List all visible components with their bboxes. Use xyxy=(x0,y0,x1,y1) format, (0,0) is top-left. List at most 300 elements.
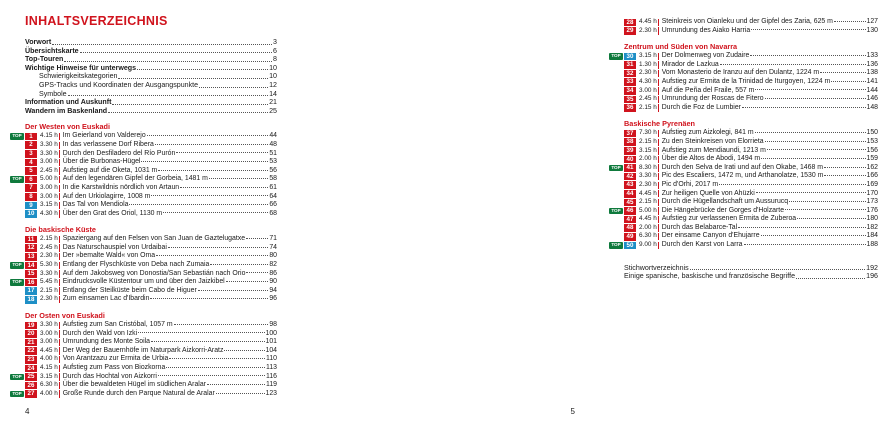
tour-entry[interactable] xyxy=(624,190,878,199)
tour-title: Aufstieg zum Mendiaundi, 1213 m xyxy=(661,146,766,154)
toc-entry[interactable] xyxy=(25,64,277,73)
tour-title: Spaziergang auf den Felsen von San Juan de Gaztelugatxe xyxy=(62,235,246,243)
tour-number-badge: 1 xyxy=(25,133,37,141)
separator-bar xyxy=(658,242,659,249)
dot-leader xyxy=(765,98,866,99)
toc-entry-page: 192 xyxy=(866,263,878,272)
tour-number-badge: 6 xyxy=(25,176,37,184)
tour-title: Der »bemalte Wald« von Oma xyxy=(62,252,156,260)
separator-bar xyxy=(59,279,60,286)
tour-page: 58 xyxy=(269,175,277,183)
separator-bar xyxy=(59,322,60,329)
tour-duration: 2.30 h xyxy=(40,295,58,303)
tour-title: Aufstieg zum Pass von Biozkorna xyxy=(62,364,166,371)
tour-duration: 3.30 h xyxy=(639,172,657,180)
tour-entry[interactable] xyxy=(25,252,277,261)
tour-entry[interactable] xyxy=(12,175,277,184)
top-badge: TOP xyxy=(10,262,24,269)
tour-number-badge: 42 xyxy=(624,173,636,181)
toc-entry-page: 25 xyxy=(269,106,277,115)
tour-duration: 4.45 h xyxy=(639,189,657,197)
dot-leader xyxy=(216,393,265,394)
separator-bar xyxy=(658,19,659,26)
separator-bar xyxy=(658,147,659,154)
tour-entry[interactable] xyxy=(624,215,878,224)
tour-duration: 9.00 h xyxy=(639,241,657,249)
tour-title: Im Geierland von Valderejo xyxy=(62,132,146,140)
tour-duration: 4.45 h xyxy=(639,215,657,223)
tour-page: 138 xyxy=(866,69,878,77)
tour-entry[interactable] xyxy=(624,224,878,233)
tour-duration: 3.00 h xyxy=(40,158,58,166)
separator-bar xyxy=(658,190,659,197)
toc-entry[interactable] xyxy=(25,81,277,90)
dot-leader xyxy=(137,69,268,70)
dot-leader xyxy=(199,87,268,88)
tour-duration: 2.45 h xyxy=(40,166,58,174)
dot-leader xyxy=(112,104,268,105)
dot-leader xyxy=(785,209,865,210)
toc-entry[interactable] xyxy=(25,55,277,64)
tour-title: Durch die Hügellandschaft um Aussurucq xyxy=(661,198,789,206)
tour-page: 101 xyxy=(265,338,277,346)
toc-entry-title: Symbole xyxy=(39,89,67,98)
tour-number-badge: 32 xyxy=(624,70,636,78)
tour-number-badge: 33 xyxy=(624,78,636,86)
tour-duration: 6.30 h xyxy=(639,232,657,240)
tour-page: 169 xyxy=(866,180,878,188)
dot-leader xyxy=(150,298,268,299)
separator-bar xyxy=(59,253,60,260)
tour-entry[interactable] xyxy=(624,104,878,113)
dot-leader xyxy=(198,290,269,291)
dot-leader xyxy=(831,81,865,82)
tour-page: 119 xyxy=(266,381,277,389)
tour-entry[interactable] xyxy=(12,261,277,270)
tour-title: Große Runde durch den Parque Natural de Aralar xyxy=(62,389,215,397)
tour-duration: 2.15 h xyxy=(639,137,657,145)
separator-bar xyxy=(59,236,60,243)
toc-entry-page: 8 xyxy=(273,55,277,64)
tour-page: 82 xyxy=(269,261,277,269)
toc-entry[interactable] xyxy=(25,98,277,107)
separator-bar xyxy=(658,156,659,163)
tour-page: 68 xyxy=(269,209,277,217)
section-heading: Baskische Pyrenäen xyxy=(624,119,695,129)
tour-number-badge: 15 xyxy=(25,270,37,278)
tour-number-badge: 18 xyxy=(25,296,37,304)
dot-leader xyxy=(767,149,866,150)
dot-leader xyxy=(210,264,268,265)
front-matter-list xyxy=(25,38,277,115)
tour-number-badge: 20 xyxy=(25,330,37,338)
tour-entry[interactable] xyxy=(25,141,277,150)
tour-page: 74 xyxy=(269,243,277,251)
separator-bar xyxy=(59,356,60,363)
tour-entry[interactable] xyxy=(624,95,878,104)
separator-bar xyxy=(59,193,60,200)
tour-number-badge: 23 xyxy=(25,356,37,364)
dot-leader xyxy=(761,158,865,159)
dot-leader xyxy=(151,341,264,342)
tour-duration: 2.15 h xyxy=(40,235,58,243)
tour-page: 153 xyxy=(866,137,878,145)
tour-entry[interactable] xyxy=(611,206,878,216)
toc-entry-page: 12 xyxy=(269,80,277,89)
tour-entry[interactable] xyxy=(624,129,878,138)
tour-entry[interactable] xyxy=(25,381,277,390)
top-badge: TOP xyxy=(10,133,24,140)
toc-entry-title: Schwierigkeitskategorien xyxy=(39,72,118,81)
toc-entry[interactable] xyxy=(25,107,277,116)
tour-page: 94 xyxy=(269,286,277,294)
tour-entry[interactable] xyxy=(611,241,878,250)
dot-leader xyxy=(765,141,866,142)
separator-bar xyxy=(658,61,659,68)
tour-page: 53 xyxy=(269,158,277,166)
dot-leader xyxy=(209,178,268,179)
tour-page: 80 xyxy=(269,252,277,260)
toc-entry-title: Top-Touren xyxy=(25,55,64,64)
dot-leader xyxy=(796,278,865,279)
tour-page: 150 xyxy=(866,129,878,137)
tour-page: 170 xyxy=(866,189,878,197)
tour-page: 188 xyxy=(866,241,878,249)
tour-title: Aufstieg zur verlassenen Ermita de Zuberoa xyxy=(661,215,797,223)
dot-leader xyxy=(755,89,865,90)
tour-entry[interactable] xyxy=(25,321,277,330)
separator-bar xyxy=(59,210,60,217)
tour-title: Zum einsamen Lac d'Ibardin xyxy=(62,295,150,303)
tour-duration: 3.00 h xyxy=(40,329,58,337)
tour-page: 110 xyxy=(266,355,277,363)
separator-bar xyxy=(59,159,60,166)
tour-title: Vom Monasterio de Iranzu auf den Dulantz, 1224 m xyxy=(661,69,820,77)
tour-duration: 2.00 h xyxy=(639,223,657,231)
tour-duration: 4.30 h xyxy=(40,209,58,217)
tour-entry[interactable] xyxy=(25,184,277,193)
section-heading: Zentrum und Süden von Navarra xyxy=(624,42,738,52)
tour-page: 182 xyxy=(866,223,878,231)
tour-number-badge: 9 xyxy=(25,202,37,210)
tour-entry[interactable] xyxy=(25,330,277,339)
tour-entry[interactable] xyxy=(624,87,878,96)
tour-entry[interactable] xyxy=(624,155,878,164)
tour-title: Durch das Hochtal von Aizkorri xyxy=(62,372,157,380)
dot-leader xyxy=(750,55,865,56)
dot-leader xyxy=(141,161,268,162)
toc-entry[interactable] xyxy=(25,38,277,47)
tour-page: 71 xyxy=(269,235,277,243)
right-page xyxy=(300,0,878,428)
back-matter-list xyxy=(624,264,878,281)
tour-number-badge: 3 xyxy=(25,150,37,158)
tour-number-badge: 22 xyxy=(25,347,37,355)
tour-page: 166 xyxy=(866,172,878,180)
separator-bar xyxy=(59,202,60,209)
toc-entry-page: 6 xyxy=(273,46,277,55)
tour-page: 148 xyxy=(866,103,878,111)
tour-duration: 4.30 h xyxy=(639,77,657,85)
tour-entry[interactable] xyxy=(25,193,277,202)
tour-title: Über den Grat des Oriol, 1130 m xyxy=(62,209,163,217)
tour-duration: 3.30 h xyxy=(40,269,58,277)
dot-leader xyxy=(824,175,865,176)
tour-entry[interactable] xyxy=(12,372,277,382)
dot-leader xyxy=(118,78,268,79)
right-intro-tours xyxy=(624,18,878,35)
tour-number-badge: 37 xyxy=(624,130,636,138)
tour-entry[interactable] xyxy=(25,235,277,244)
tour-page: 180 xyxy=(866,215,878,223)
dot-leader xyxy=(151,195,268,196)
tour-title: Eindrucksvolle Küstentour um und über den Jaizkibel xyxy=(62,278,225,286)
separator-bar xyxy=(658,216,659,223)
tour-entry[interactable] xyxy=(12,389,277,399)
tour-title: Über die Altos de Abodi, 1494 m xyxy=(661,155,761,163)
separator-bar xyxy=(658,233,659,240)
tour-title: In die Karstwildnis nördlich von Artaun xyxy=(62,183,180,191)
toc-entry[interactable] xyxy=(25,90,277,99)
tour-entry[interactable] xyxy=(12,278,277,287)
tour-number-badge: 41 xyxy=(624,164,636,172)
dot-leader xyxy=(719,184,865,185)
dot-leader xyxy=(789,201,865,202)
tour-title: Das Naturschauspiel von Urdaibai xyxy=(62,243,167,251)
dot-leader xyxy=(761,235,866,236)
tour-title: Zu den Steinkreisen von Elorrieta xyxy=(661,137,764,145)
tour-title: Aufstieg zum Aizkolegi, 841 m xyxy=(661,129,754,137)
toc-entry[interactable] xyxy=(624,272,878,281)
dot-leader xyxy=(744,244,866,245)
tour-number-badge: 28 xyxy=(624,19,636,27)
separator-bar xyxy=(59,390,60,397)
toc-left-column xyxy=(12,38,277,398)
tour-entry[interactable] xyxy=(624,18,878,27)
section-heading: Der Westen von Euskadi xyxy=(25,122,111,132)
tour-title: Umrundung des Monte Soila xyxy=(62,338,151,346)
tour-title: Der Weg der Bauernhöfe im Naturpark Aizkorri-Aratz xyxy=(62,346,224,354)
tour-entry[interactable] xyxy=(611,163,878,173)
tour-title: Steinkreis von Oianleku und der Gipfel des Zaria, 625 m xyxy=(661,18,833,25)
tour-entry[interactable] xyxy=(25,287,277,296)
page-number-left: 4 xyxy=(25,407,30,416)
tour-entry[interactable] xyxy=(25,158,277,167)
tour-number-badge: 19 xyxy=(25,322,37,330)
tour-number-badge: 7 xyxy=(25,184,37,192)
dot-leader xyxy=(168,247,268,248)
tour-entry[interactable] xyxy=(624,198,878,207)
dot-leader xyxy=(246,272,268,273)
tour-number-badge: 26 xyxy=(25,382,37,390)
tour-page: 56 xyxy=(269,166,277,174)
tour-entry[interactable] xyxy=(25,364,277,373)
tour-page: 141 xyxy=(866,77,878,85)
dot-leader xyxy=(108,112,268,113)
tour-duration: 5.45 h xyxy=(40,278,58,286)
tour-title: Auf dem Jakobsweg von Donostia/San Sebastián nach Orio xyxy=(62,269,246,277)
tour-title: Auf den Urkiolagirre, 1008 m xyxy=(62,192,151,200)
separator-bar xyxy=(658,207,659,214)
tour-entry[interactable] xyxy=(624,61,878,70)
tour-title: Umrundung des Aiako Harria xyxy=(661,26,751,34)
tour-duration: 1.30 h xyxy=(639,60,657,68)
tour-title: Pic d'Orhi, 2017 m xyxy=(661,180,719,188)
tour-title: Über die bewaldeten Hügel im südlichen Aralar xyxy=(62,381,206,389)
tour-entry[interactable] xyxy=(624,78,878,87)
tour-duration: 5.00 h xyxy=(639,206,657,214)
tour-entry[interactable] xyxy=(25,347,277,356)
tour-title: Durch den Wald von Izki xyxy=(62,329,138,337)
separator-bar xyxy=(658,173,659,180)
tour-page: 44 xyxy=(269,132,277,140)
separator-bar xyxy=(658,130,659,137)
tour-entry[interactable] xyxy=(25,355,277,364)
toc-entry[interactable] xyxy=(25,47,277,56)
tour-number-badge: 47 xyxy=(624,216,636,224)
tour-page: 104 xyxy=(265,346,277,354)
separator-bar xyxy=(59,296,60,303)
tour-number-badge: 14 xyxy=(25,262,37,270)
tour-number-badge: 35 xyxy=(624,96,636,104)
tour-entry[interactable] xyxy=(25,201,277,210)
tour-title: Auf die Peña del Fraile, 557 m xyxy=(661,86,755,94)
tour-page: 123 xyxy=(265,389,277,397)
separator-bar xyxy=(59,150,60,157)
separator-bar xyxy=(59,270,60,277)
tour-entry[interactable] xyxy=(624,138,878,147)
separator-bar xyxy=(658,182,659,189)
tour-duration: 4.00 h xyxy=(40,355,58,363)
tour-entry[interactable] xyxy=(25,210,277,219)
toc-entry-page: 3 xyxy=(273,38,277,46)
right-sections xyxy=(611,42,878,249)
toc-entry-page: 10 xyxy=(269,63,277,72)
tour-entry[interactable] xyxy=(25,338,277,347)
tour-page: 159 xyxy=(866,155,878,163)
toc-entry[interactable] xyxy=(25,72,277,81)
tour-duration: 3.00 h xyxy=(40,192,58,200)
tour-duration: 2.30 h xyxy=(639,26,657,34)
tour-entry[interactable] xyxy=(12,132,277,141)
dot-leader xyxy=(690,269,866,270)
dot-leader xyxy=(166,367,265,368)
toc-entry[interactable] xyxy=(624,264,878,273)
separator-bar xyxy=(59,185,60,192)
tour-title: Durch den Desfiladero del Río Purón xyxy=(62,149,176,157)
tour-entry[interactable] xyxy=(624,172,878,181)
tour-entry[interactable] xyxy=(25,270,277,279)
dot-leader xyxy=(174,324,269,325)
tour-number-badge: 16 xyxy=(25,279,37,287)
tour-page: 51 xyxy=(269,149,277,157)
separator-bar xyxy=(658,199,659,206)
tour-entry[interactable] xyxy=(624,69,878,78)
tour-duration: 2.15 h xyxy=(639,103,657,111)
dot-leader xyxy=(720,64,866,65)
toc-entry-title: Wandern im Baskenland xyxy=(25,106,108,115)
tour-title: Durch das Belabarce-Tal xyxy=(661,223,738,231)
tour-title: Zur heiligen Quelle von Ahüzki xyxy=(661,189,755,197)
tour-page: 61 xyxy=(269,183,277,191)
tour-entry[interactable] xyxy=(25,167,277,176)
tour-page: 176 xyxy=(866,206,878,214)
separator-bar xyxy=(658,27,659,34)
dot-leader xyxy=(755,132,866,133)
tour-number-badge: 30 xyxy=(624,53,636,61)
separator-bar xyxy=(658,104,659,111)
tour-entry[interactable] xyxy=(624,232,878,241)
tour-number-badge: 34 xyxy=(624,87,636,95)
tour-page: 136 xyxy=(866,60,878,68)
tour-duration: 4.00 h xyxy=(40,389,58,397)
tour-duration: 7.30 h xyxy=(639,129,657,137)
separator-bar xyxy=(658,70,659,77)
separator-bar xyxy=(658,87,659,94)
tour-title: In das verlassene Dorf Ribera xyxy=(62,140,154,148)
tour-page: 156 xyxy=(866,146,878,154)
dot-leader xyxy=(158,375,265,376)
left-page xyxy=(0,0,300,428)
separator-bar xyxy=(59,365,60,372)
tour-page: 162 xyxy=(866,163,878,171)
toc-entry-title: Stichwortverzeichnis xyxy=(624,263,689,272)
separator-bar xyxy=(658,53,659,60)
tour-duration: 2.15 h xyxy=(639,198,657,206)
tour-duration: 3.30 h xyxy=(40,140,58,148)
tour-duration: 3.15 h xyxy=(40,201,58,209)
section-heading: Der Osten von Euskadi xyxy=(25,311,105,321)
tour-entry[interactable] xyxy=(624,181,878,190)
toc-entry-title: Wichtige Hinweise für unterwegs xyxy=(25,63,137,72)
separator-bar xyxy=(658,139,659,146)
tour-number-badge: 17 xyxy=(25,287,37,295)
tour-number-badge: 13 xyxy=(25,253,37,261)
tour-entry[interactable] xyxy=(624,147,878,156)
separator-bar xyxy=(59,142,60,149)
tour-number-badge: 24 xyxy=(25,365,37,373)
dot-leader xyxy=(163,212,268,213)
tour-entry[interactable] xyxy=(624,27,878,36)
tour-entry[interactable] xyxy=(25,295,277,304)
tour-title: Die Hängebrücke der Gorges d'Holzarte xyxy=(661,206,785,214)
tour-page: 100 xyxy=(265,329,277,337)
tour-number-badge: 29 xyxy=(624,27,636,35)
tour-entry[interactable] xyxy=(25,244,277,253)
tour-number-badge: 21 xyxy=(25,339,37,347)
dot-leader xyxy=(820,72,865,73)
tour-duration: 3.30 h xyxy=(40,149,58,157)
separator-bar xyxy=(59,287,60,294)
page-number-right: 5 xyxy=(570,407,575,416)
tour-page: 90 xyxy=(269,278,277,286)
toc-entry-page: 196 xyxy=(866,272,878,281)
tour-entry[interactable] xyxy=(611,52,878,61)
tour-title: Das Tal von Mendiola xyxy=(62,201,129,209)
dot-leader xyxy=(169,358,265,359)
tour-entry[interactable] xyxy=(25,150,277,159)
tour-duration: 2.15 h xyxy=(40,286,58,294)
tour-page: 48 xyxy=(269,140,277,148)
top-badge: TOP xyxy=(10,279,24,286)
separator-bar xyxy=(658,164,659,171)
tour-title: Umrundung der Roscas de Fitero xyxy=(661,95,764,103)
toc-entry-title: Einige spanische, baskische und französische Begriffe xyxy=(624,272,796,281)
tour-number-badge: 2 xyxy=(25,141,37,149)
tour-duration: 5.00 h xyxy=(40,175,58,183)
tour-page: 127 xyxy=(866,18,878,25)
separator-bar xyxy=(59,330,60,337)
